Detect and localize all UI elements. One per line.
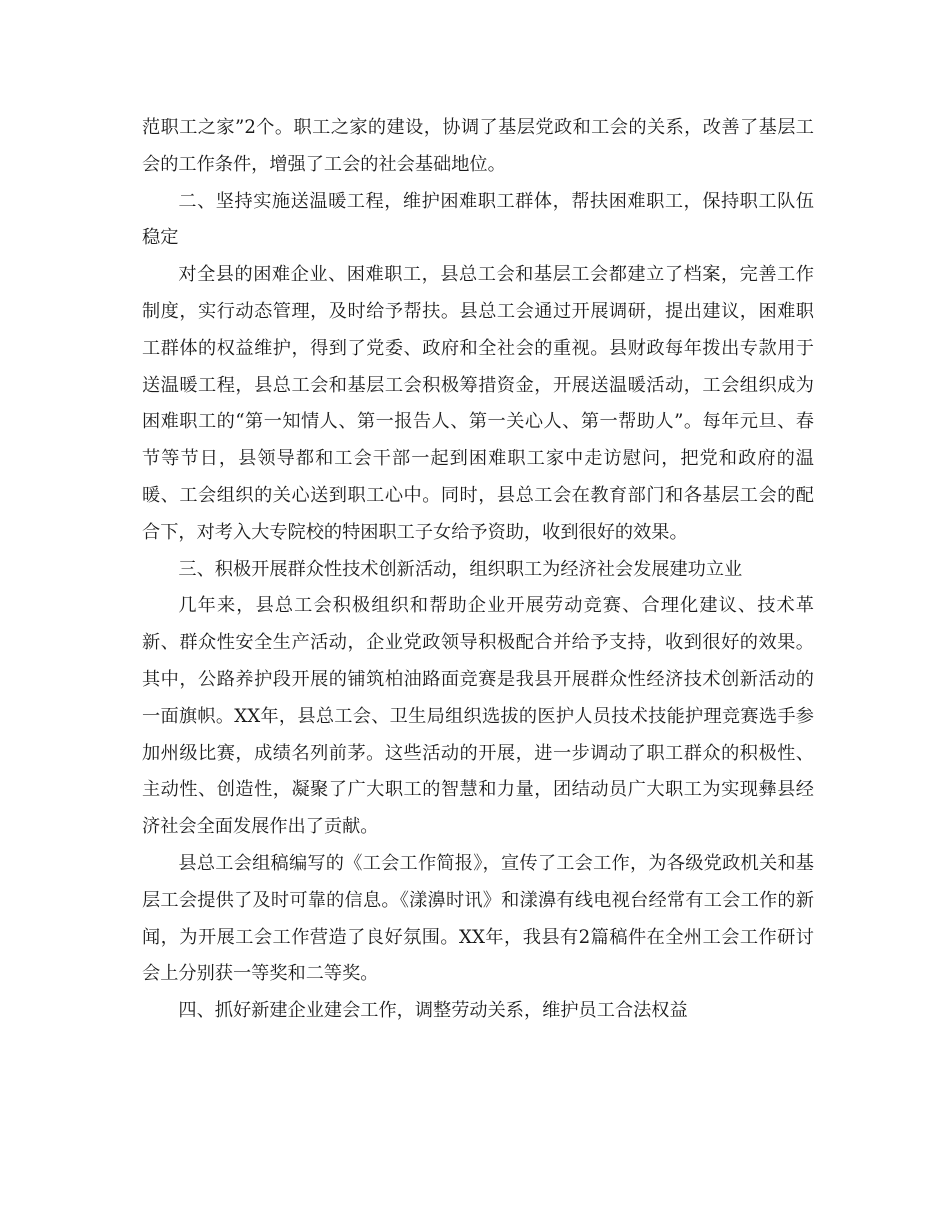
section-heading-2: 二、坚持实施送温暖工程，维护困难职工群体，帮扶困难职工，保持职工队伍稳定 (142, 190, 814, 249)
document-body (142, 110, 814, 1030)
paragraph: 几年来，县总工会积极组织和帮助企业开展劳动竞赛、合理化建议、技术革新、群众性安全生产活动，企业党政领导积极配合并给予支持，收到很好的效果。其中，公路养护段开展的铺筑柏油路面竞赛是我县开展群众性经济技术创新活动的一面旗帜。XX年，县总工会、卫生局组织选拔的医护人员技术技能护理竞赛选手参加州级比赛，成绩名列前茅。这些活动的开展，进一步调动了职工群众的积极性、主动性、创造性，凝聚了广大职工的智慧和力量，团结动员广大职工为实现彝县经济社会全面发展作出了贡献。 (142, 595, 814, 838)
paragraph: 对全县的困难企业、困难职工，县总工会和基层工会都建立了档案，完善工作制度，实行动态管理，及时给予帮扶。县总工会通过开展调研，提出建议，困难职工群体的权益维护，得到了党委、政府和全社会的重视。县财政每年拨出专款用于送温暖工程，县总工会和基层工会积极筹措资金，开展送温暖活动，工会组织成为困难职工的“第一知情人、第一报告人、第一关心人、第一帮助人”。每年元旦、春节等节日，县领导都和工会干部一起到困难职工家中走访慰问，把党和政府的温暖、工会组织的关心送到职工心中。同时，县总工会在教育部门和各基层工会的配合下，对考入大专院校的特困职工子女给予资助，收到很好的效果。 (142, 264, 814, 543)
section-heading-4: 四、抓好新建企业建会工作，调整劳动关系，维护员工合法权益 (178, 1000, 688, 1022)
paragraph-continuation: 范职工之家”2个。职工之家的建设，协调了基层党政和工会的关系，改善了基层工会的工作条件，增强了工会的社会基础地位。 (142, 117, 814, 175)
paragraph: 县总工会组稿编写的《工会工作简报》，宣传了工会工作，为各级党政机关和基层工会提供了及时可靠的信息。《漾濞时讯》和漾濞有线电视台经常有工会工作的新闻，为开展工会工作营造了良好氛围。XX年，我县有2篇稿件在全州工会工作研讨会上分别获一等奖和二等奖。 (142, 852, 814, 985)
section-heading-3: 三、积极开展群众性技术创新活动，组织职工为经济社会发展建功立业 (178, 558, 743, 580)
